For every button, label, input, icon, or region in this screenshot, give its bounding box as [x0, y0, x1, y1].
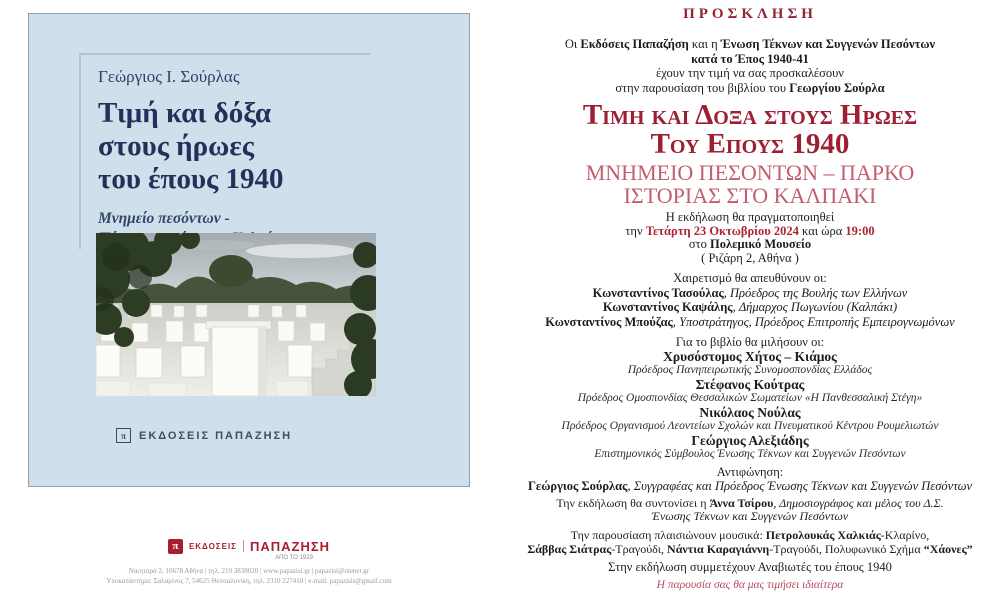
event-time: 19:00	[845, 223, 875, 238]
event-venue-line: στο Πολεμικό Μουσείο	[688, 237, 812, 251]
participants-line: Στην εκδήλωση συμμετέχουν Αναβιωτές του έπους 1940	[608, 559, 892, 574]
speaker-name: Στέφανος Κούτρας	[695, 376, 805, 392]
book-subtitle-line-1: ΜΝΗΜΕΙΟ ΠΕΣΟΝΤΩΝ – ΠΑΡΚΟ	[585, 160, 915, 185]
intro-line-4: στην παρουσίαση του βιβλίου του Γεωργίου Σούρλα	[615, 80, 885, 95]
speakers-section	[505, 335, 995, 461]
response-section	[505, 465, 995, 493]
coordinator-section	[505, 497, 995, 524]
speakers-heading: Για το βιβλίο θα μιλήσουν οι:	[675, 335, 825, 349]
imprint-logo-row	[168, 539, 330, 554]
speaker-role: Επιστημονικός Σύμβουλος Ένωσης Τέκνων και Συγγενών Πεσόντων	[594, 447, 906, 460]
intro-line-1: Οι Εκδόσεις Παπαζήση και η Ένωση Τέκνων και Συγγενών Πεσόντων	[564, 37, 936, 51]
cover-title-line-2: στους ήρωες	[98, 130, 254, 162]
book-title	[505, 101, 995, 159]
event-address: ( Ριζάρη 2, Αθήνα )	[701, 250, 799, 265]
imprint-brand-large: ΠΑΠΑΖΗΣΗ	[249, 538, 331, 554]
book-subtitle-line-2: ΙΣΤΟΡΙΑΣ ΣΤΟ ΚΑΛΠΑΚΙ	[623, 183, 877, 208]
music-line-2: Σάββας Σιάτρας-Τραγούδι, Νάντια Καραγιάννη-Τραγούδι, Πολυφωνικό Σχήμα “Χάονες”	[527, 541, 973, 556]
speaker-role: Πρόεδρος Ομοσπονδίας Θεσσαλικών Σωματείων «Η Πανθεσσαλική Στέγη»	[577, 391, 923, 404]
imprint-brand-small: ΕΚΔΟΣΕΙΣ	[188, 541, 237, 551]
publisher-logo-icon: π	[116, 428, 131, 443]
response-line: Γεώργιος Σούρλας, Συγγραφέας και Πρόεδρος Ένωσης Τέκνων και Συγγενών Πεσόντων	[527, 478, 973, 493]
music-line-1: Την παρουσίαση πλαισιώνουν μουσικά: Πετρολουκάς Χαλκιάς-Κλαρίνο,	[570, 527, 930, 542]
imprint-contacts	[28, 566, 470, 586]
book-title-line-2: Του Επους 1940	[650, 128, 850, 160]
intro-line-2: κατά το Έπος 1940-41	[691, 51, 809, 66]
speaker-name: Γεώργιος Αλεξιάδης	[691, 432, 809, 448]
speaker-role: Πρόεδρος Οργανισμού Λεοντείων Σχολών και Πνευματικού Κέντρου Ρουμελιωτών	[561, 419, 939, 432]
event-details	[505, 211, 995, 265]
cover-author: Γεώργιος Ι. Σούρλας	[98, 67, 240, 86]
event-venue: Πολεμικό Μουσείο	[709, 237, 812, 251]
response-heading: Αντιφώνηση:	[716, 464, 784, 479]
coordinator-line-2: Ένωσης Τέκνων και Συγγενών Πεσόντων	[651, 509, 849, 523]
book-cover	[28, 13, 470, 487]
cover-publisher-row	[116, 428, 292, 443]
intro-line-3: έχουν την τιμή να σας προσκαλέσουν	[656, 66, 844, 80]
speaker-name: Χρυσόστομος Χήτος – Κιάμος	[663, 348, 837, 364]
imprint-since: ΑΠΟ ΤΟ 1929	[275, 555, 313, 561]
publisher-logo-icon: π	[168, 539, 183, 554]
greeting-heading: Χαιρετισμό θα απευθύνουν οι:	[673, 271, 827, 285]
cover-title-line-1: Τιμή και δόξα	[98, 97, 272, 129]
event-date: Τετάρτη 23 Οκτωβρίου 2024	[645, 223, 799, 238]
book-title-line-1: Τιμη και Δοξα στους Ηρωες	[582, 99, 918, 131]
cover-subtitle-line-1: Μνημείο πεσόντων -	[98, 210, 230, 227]
greeting-person-2: Κωνσταντίνος Καψάλης, Δήμαρχος Πωγωνίου (Καλπάκι)	[602, 300, 898, 314]
greeting-person-1: Κωνσταντίνος Τασούλας, Πρόεδρος της Βουλής των Ελλήνων	[592, 285, 908, 300]
book-subtitle	[505, 161, 995, 207]
invitation-heading: ΠΡΟΣΚΛΗΣΗ	[683, 6, 817, 22]
cover-image-memorial-park	[96, 233, 376, 396]
coordinator-name: Άννα Τσίρου	[709, 495, 774, 510]
music-section	[505, 528, 995, 556]
cover-text-frame	[79, 53, 370, 249]
event-line-1: Η εκδήλωση θα πραγματοποιηθεί	[665, 210, 835, 224]
invitation-intro	[505, 37, 995, 95]
publisher-imprint	[28, 536, 470, 586]
speaker-role: Πρόεδρος Πανηπειρωτικής Συνομοσπονδίας Ελλάδος	[627, 363, 873, 376]
cover-publisher-label: ΕΚΔΟΣΕΙΣ ΠΑΠΑΖΗΣΗ	[139, 429, 293, 442]
invitation-panel	[505, 0, 995, 591]
cover-title	[98, 97, 370, 196]
greeting-person-3: Κωνσταντίνος Μπούζας, Υποστράτηγος, Πρόεδρος Επιτροπής Εμπειρογνωμόνων	[545, 314, 955, 329]
coordinator-line-1: Την εκδήλωση θα συντονίσει η Άννα Τσίρου, Δημοσιογράφος και μέλος του Δ.Σ.	[556, 495, 944, 510]
imprint-divider	[243, 540, 244, 552]
event-date-line: την Τετάρτη 23 Οκτωβρίου 2024 και ώρα 19:00	[625, 223, 875, 238]
imprint-contact-line-1: Νικηταρά 2, 10678 Αθήνα | τηλ. 210 3838020 | www.papazisi.gr | papazisi@otenet.gr	[128, 567, 370, 575]
imprint-contact-line-2: Υποκατάστημα: Σαλαμίνος 7, 54625 Θεσσαλονίκη, τηλ. 2310 227410 | e-mail: papazisis@gmail.com	[106, 577, 392, 585]
speaker-name: Νικόλαος Νούλας	[699, 404, 801, 420]
cover-title-line-3: του έπους 1940	[98, 163, 284, 195]
greeting-section	[505, 271, 995, 329]
closing-line: Η παρουσία σας θα μας τιμήσει ιδιαίτερα	[656, 578, 844, 591]
